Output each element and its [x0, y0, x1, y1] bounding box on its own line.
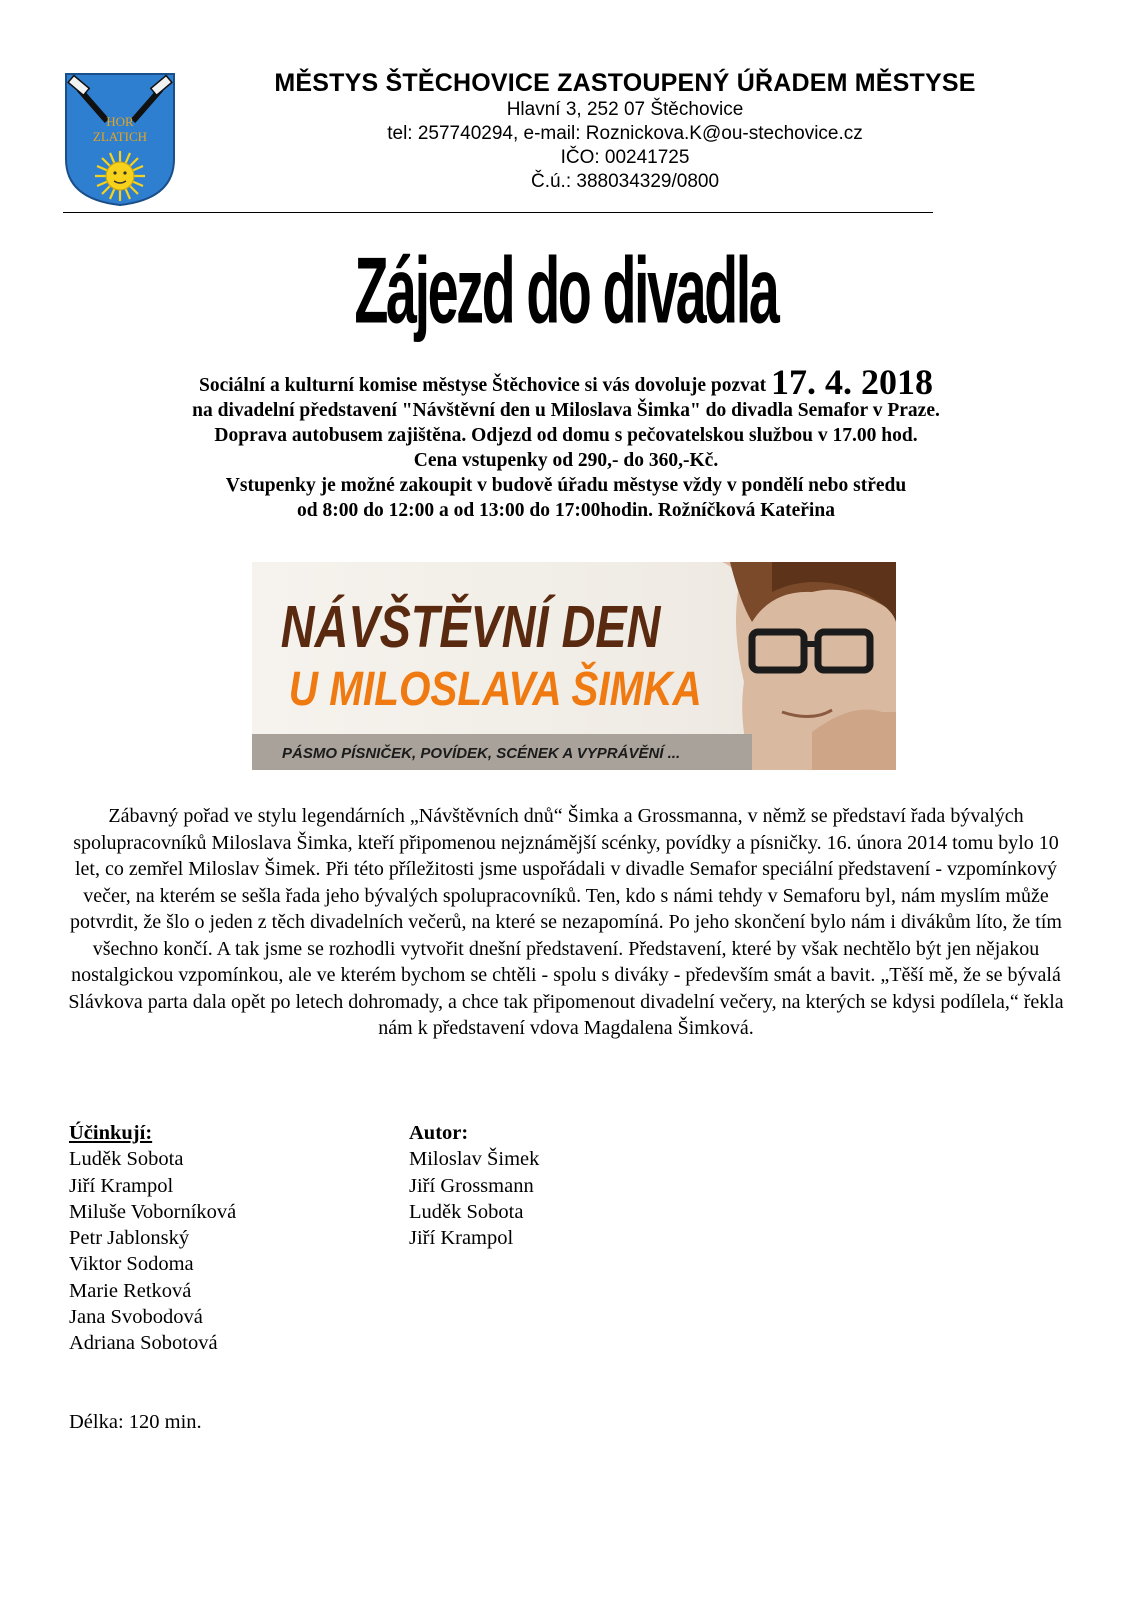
show-description: Zábavný pořad ve stylu legendárních „Návštěvních dnů“ Šimka a Grossmanna, v němž se představí řada bývalých spolupracovníků Miloslava Šimka, kteří připomenou nejznámější scénky, povídky a písničky. 16. února 2014 tomu bylo 10 let, co zemřel Miloslav Šimek. Při této příležitosti jsme uspořádali v divadle Semafor speciální představení - vzpomínkový večer, na kterém se sešla řada jeho bývalých spolupracovníků. Ten, kdo s námi tehdy v Semaforu byl, nám myslím může potvrdit, že šlo o jeden z těch divadelních večerů, na které se nezapomíná. Po jeho skončení bylo nám i divákům líto, že tím všechno končí. A tak jsme se rozhodli vytvořit dnešní představení. Představení, které by však nechtělo být jen nějakou nostalgickou vzpomínkou, ale ve kterém bychom se chtěli - spolu s diváky - především smát a bavit. „Těší mě, že se bývalá Slávkova parta dala opět po letech dohromady, a chce tak připomenout divadelní večery, na kterých se kdysi podílela,“ řekla nám k představení vdova Magdalena Šimková.: [68, 805, 1064, 1039]
author-name: Jiří Grossmann: [409, 1174, 534, 1197]
banner-subtitle: U MILOSLAVA ŠIMKA: [288, 662, 702, 716]
author-list: [409, 1120, 539, 1251]
invite-line-6: od 8:00 do 12:00 a od 13:00 do 17:00hodin. Rožníčková Kateřina: [297, 500, 835, 521]
cast-heading: Účinkují:: [69, 1122, 153, 1144]
contact-info: tel: 257740294, e-mail: Roznickova.K@ou-stechovice.cz: [387, 123, 863, 144]
cast-name: Jiří Krampol: [69, 1174, 174, 1197]
cast-name: Adriana Sobotová: [69, 1332, 218, 1355]
sun-icon: [95, 151, 145, 201]
cast-list: [69, 1120, 236, 1357]
cast-name: Miluše Voborníková: [69, 1200, 237, 1223]
cast-name: Viktor Sodoma: [69, 1253, 194, 1276]
organization-name: MĚSTYS ŠTĚCHOVICE ZASTOUPENÝ ÚŘADEM MĚSTYSE: [274, 69, 976, 97]
event-date: 17. 4. 2018: [771, 362, 933, 402]
address: Hlavní 3, 252 07 Štěchovice: [506, 99, 744, 120]
banner-title: NÁVŠTĚVNÍ DEN: [280, 593, 661, 661]
event-title: Zájezd do divadla: [354, 238, 778, 344]
coat-motto-line2: ZLATICH: [92, 129, 148, 144]
cast-name: Petr Jablonský: [69, 1227, 190, 1250]
author-name: Miloslav Šimek: [409, 1148, 540, 1171]
banner-tagline: PÁSMO PÍSNIČEK, POVÍDEK, SCÉNEK A VYPRÁVĚNÍ ...: [282, 745, 681, 762]
author-name: Luděk Sobota: [409, 1200, 524, 1223]
coat-of-arms-logo: [63, 71, 177, 208]
invite-line-4: Cena vstupenky od 290,- do 360,-Kč.: [413, 450, 719, 471]
show-duration: Délka: 120 min.: [69, 1411, 202, 1433]
author-heading: Autor:: [409, 1122, 469, 1144]
header-divider: [63, 212, 933, 213]
invitation-text: [80, 362, 1052, 523]
invite-line-2: na divadelní představení "Návštěvní den u Miloslava Šimka" do divadla Semafor v Praze.: [192, 400, 940, 421]
ico-number: IČO: 00241725: [560, 147, 690, 168]
cast-name: Luděk Sobota: [69, 1148, 184, 1171]
cast-name: Jana Svobodová: [69, 1306, 203, 1329]
event-title-wrap: [0, 238, 1132, 344]
cast-name: Marie Retková: [69, 1279, 192, 1302]
invite-line-1: Sociální a kulturní komise městyse Štěchovice si vás dovoluje pozvat: [198, 375, 771, 396]
invite-line-5: Vstupenky je možné zakoupit v budově úřadu městyse vždy v pondělí nebo středu: [225, 475, 907, 496]
invite-line-3: Doprava autobusem zajištěna. Odjezd od domu s pečovatelskou službou v 17.00 hod.: [214, 425, 918, 446]
bank-account: Č.ú.: 388034329/0800: [530, 171, 720, 192]
author-name: Jiří Krampol: [409, 1227, 514, 1250]
letterhead: [225, 68, 1025, 194]
show-banner-image: [252, 562, 896, 770]
coat-motto-line1: HOR: [106, 114, 134, 129]
